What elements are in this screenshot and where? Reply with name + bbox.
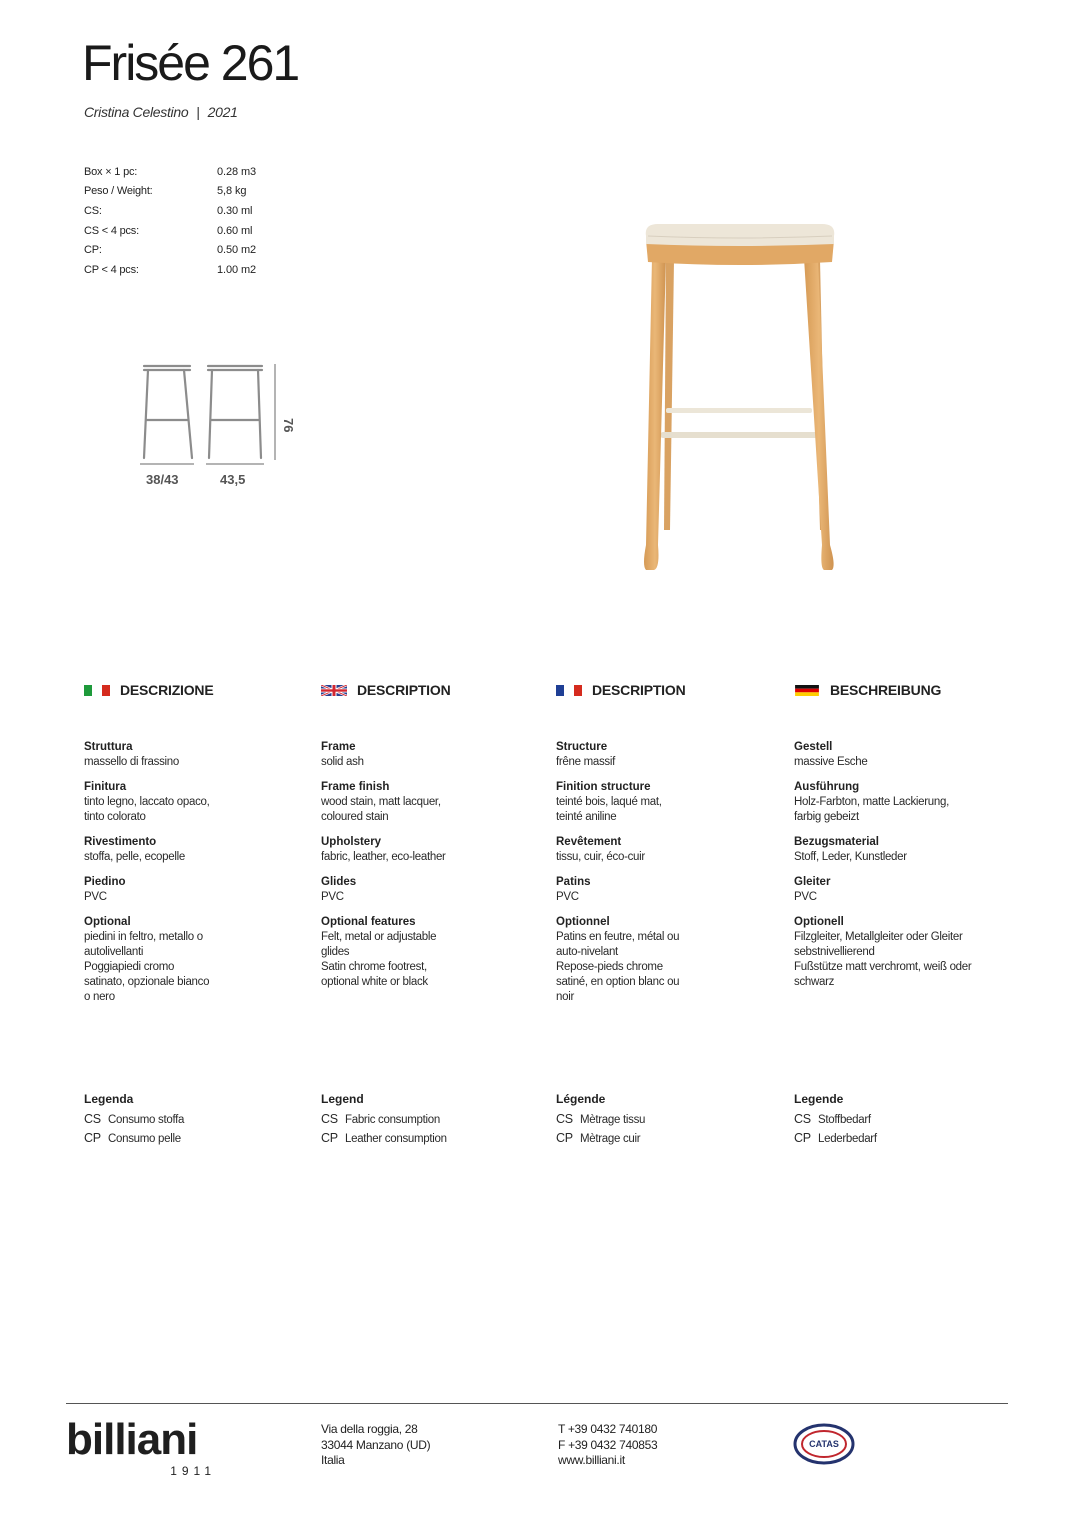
description-item — [794, 740, 1024, 770]
item-value: piedini in feltro, metallo o autolivellanti Poggiapiedi cromo satinato, opzionale bianco o nero — [84, 931, 210, 1003]
item-label: Structure — [556, 741, 608, 753]
column-heading — [556, 680, 776, 700]
legend-french — [556, 1092, 776, 1148]
spec-label: CS: — [84, 204, 102, 217]
legend-row — [556, 1110, 776, 1129]
legend-title: Legenda — [84, 1092, 134, 1106]
heading-text: DESCRIPTION — [357, 682, 451, 698]
address-line: Via della roggia, 28 — [321, 1422, 418, 1436]
item-value: massello di frassino — [84, 756, 179, 768]
item-value: stoffa, pelle, ecopelle — [84, 851, 185, 863]
item-label: Frame finish — [321, 781, 390, 793]
spec-row — [84, 201, 274, 221]
legend-code: CP — [556, 1131, 573, 1145]
legend-title: Légende — [556, 1092, 606, 1106]
description-item — [321, 740, 541, 770]
item-value: Felt, metal or adjustable glides Satin chrome footrest, optional white or black — [321, 931, 437, 988]
item-label: Optional features — [321, 916, 416, 928]
dimension-drawing — [132, 356, 312, 496]
item-label: Piedino — [84, 876, 126, 888]
stool-product-image — [600, 200, 900, 600]
item-label: Gestell — [794, 741, 833, 753]
legend-german — [794, 1092, 1014, 1148]
website-link[interactable]: www.billiani.it — [558, 1453, 625, 1467]
description-item — [556, 875, 776, 905]
spec-label: CS < 4 pcs: — [84, 224, 139, 237]
item-label: Patins — [556, 876, 591, 888]
legend-text: Consumo pelle — [108, 1133, 181, 1145]
address-line: 33044 Manzano (UD) — [321, 1437, 431, 1452]
description-item — [321, 835, 541, 865]
heading-text: BESCHREIBUNG — [830, 682, 942, 698]
legend-text: Mètrage cuir — [580, 1133, 641, 1145]
legend-row — [794, 1129, 1014, 1148]
legend-code: CP — [794, 1131, 811, 1145]
spec-table — [84, 162, 274, 280]
column-heading — [794, 680, 1024, 700]
height-dimension: 76 — [281, 418, 296, 433]
description-item — [794, 835, 1024, 865]
item-value: Filzgleiter, Metallgleiter oder Gleiter sebstnivellierend Fußstütze matt verchromt, weiß oder schwarz — [794, 931, 972, 988]
item-value: PVC — [794, 891, 817, 903]
legend-title: Legende — [794, 1092, 844, 1106]
description-item — [794, 915, 1024, 990]
item-label: Glides — [321, 876, 357, 888]
item-value: wood stain, matt lacquer, coloured stain — [321, 796, 441, 823]
logo-wordmark: billiani — [66, 1415, 198, 1464]
item-value: fabric, leather, eco-leather — [321, 851, 446, 863]
description-item — [321, 915, 541, 990]
billiani-logo — [66, 1415, 216, 1478]
column-french — [556, 680, 776, 1015]
spec-row — [84, 162, 274, 182]
heading-text: DESCRIPTION — [592, 682, 686, 698]
item-value: solid ash — [321, 756, 364, 768]
legend-text: Stoffbedarf — [818, 1114, 871, 1126]
italy-flag-icon — [84, 685, 110, 696]
legend-row — [321, 1129, 541, 1148]
spec-label: CP: — [84, 244, 102, 257]
description-item — [556, 835, 776, 865]
item-value: PVC — [84, 891, 107, 903]
item-value: Stoff, Leder, Kunstleder — [794, 851, 907, 863]
item-label: Finition structure — [556, 781, 651, 793]
designer-separator: | — [196, 104, 200, 120]
spec-row — [84, 221, 274, 241]
heading-text: DESCRIZIONE — [120, 682, 214, 698]
legend-code: CP — [321, 1131, 338, 1145]
spec-label: Peso / Weight: — [84, 185, 153, 198]
item-label: Gleiter — [794, 876, 831, 888]
description-item — [794, 780, 1024, 825]
spec-row — [84, 260, 274, 280]
spec-row — [84, 240, 274, 260]
column-german — [794, 680, 1024, 1000]
description-item — [84, 835, 304, 865]
france-flag-icon — [556, 685, 582, 696]
item-value: Patins en feutre, métal ou auto-nivelant Repose-pieds chrome satiné, en option blanc ou noir — [556, 931, 680, 1003]
item-value: PVC — [556, 891, 579, 903]
description-item — [321, 875, 541, 905]
description-list — [556, 740, 776, 1005]
description-item — [794, 875, 1024, 905]
uk-flag-icon — [321, 685, 347, 696]
item-value: Holz-Farbton, matte Lackierung, farbig gebeizt — [794, 796, 949, 823]
legend-code: CS — [556, 1112, 573, 1126]
depth-dimension: 38/43 — [146, 472, 179, 487]
spec-value: 0.28 m3 — [217, 165, 257, 178]
description-item — [556, 780, 776, 825]
legend-code: CP — [84, 1131, 101, 1145]
description-item — [321, 780, 541, 825]
column-english — [321, 680, 541, 1000]
legend-row — [794, 1110, 1014, 1129]
item-value: tissu, cuir, éco-cuir — [556, 851, 645, 863]
item-label: Optionnel — [556, 916, 610, 928]
item-label: Revêtement — [556, 836, 622, 848]
fax-number: F +39 0432 740853 — [558, 1437, 658, 1452]
legend-row — [321, 1110, 541, 1129]
logo-year: 1911 — [170, 1464, 216, 1478]
legend-text: Mètrage tissu — [580, 1114, 646, 1126]
designer-line — [84, 104, 238, 120]
legend-row — [84, 1110, 304, 1129]
item-value: PVC — [321, 891, 344, 903]
description-item — [556, 915, 776, 1005]
spec-label: CP < 4 pcs: — [84, 263, 139, 276]
description-item — [556, 740, 776, 770]
footer-divider — [66, 1403, 1008, 1404]
item-label: Upholstery — [321, 836, 382, 848]
legend-title: Legend — [321, 1092, 364, 1106]
legend-row — [84, 1129, 304, 1148]
item-label: Finitura — [84, 781, 127, 793]
legend-text: Leather consumption — [345, 1133, 447, 1145]
spec-label: Box × 1 pc: — [84, 165, 138, 178]
legend-row — [556, 1129, 776, 1148]
description-item — [84, 780, 304, 825]
footer-address — [321, 1422, 430, 1469]
address-line: Italia — [321, 1453, 345, 1467]
spec-value: 0.50 m2 — [217, 244, 257, 257]
legend-code: CS — [794, 1112, 811, 1126]
design-year: 2021 — [207, 104, 238, 120]
legend-text: Fabric consumption — [345, 1114, 440, 1126]
phone-number: T +39 0432 740180 — [558, 1422, 658, 1436]
legend-text: Consumo stoffa — [108, 1114, 185, 1126]
width-dimension: 43,5 — [220, 472, 246, 487]
description-item — [84, 875, 304, 905]
column-heading — [84, 680, 304, 700]
legend-code: CS — [84, 1112, 101, 1126]
item-label: Ausführung — [794, 781, 860, 793]
description-item — [84, 915, 304, 1005]
column-italian — [84, 680, 304, 1015]
item-value: tinto legno, laccato opaco, tinto colorato — [84, 796, 210, 823]
spec-value: 0.60 ml — [217, 224, 253, 237]
spec-row — [84, 182, 274, 202]
spec-value: 5,8 kg — [217, 185, 247, 198]
item-label: Rivestimento — [84, 836, 157, 848]
item-label: Frame — [321, 741, 356, 753]
description-item — [84, 740, 304, 770]
item-label: Optionell — [794, 916, 844, 928]
designer-name: Cristina Celestino — [84, 104, 189, 120]
description-list — [794, 740, 1024, 990]
legend-text: Lederbedarf — [818, 1133, 877, 1145]
description-list — [84, 740, 304, 1005]
item-value: teinté bois, laqué mat, teinté aniline — [556, 796, 662, 823]
column-heading — [321, 680, 541, 700]
footer-contacts — [558, 1422, 657, 1469]
item-label: Optional — [84, 916, 131, 928]
catas-certification-logo — [793, 1422, 855, 1466]
cert-label: CATAS — [809, 1439, 839, 1449]
item-label: Bezugsmaterial — [794, 836, 880, 848]
spec-value: 0.30 ml — [217, 204, 253, 217]
legend-english — [321, 1092, 541, 1148]
item-value: frêne massif — [556, 756, 616, 768]
germany-flag-icon — [794, 685, 820, 696]
item-value: massive Esche — [794, 756, 868, 768]
item-label: Struttura — [84, 741, 133, 753]
description-list — [321, 740, 541, 990]
legend-italian — [84, 1092, 304, 1148]
spec-value: 1.00 m2 — [217, 263, 257, 276]
legend-code: CS — [321, 1112, 338, 1126]
product-title: Frisée 261 — [82, 35, 299, 91]
